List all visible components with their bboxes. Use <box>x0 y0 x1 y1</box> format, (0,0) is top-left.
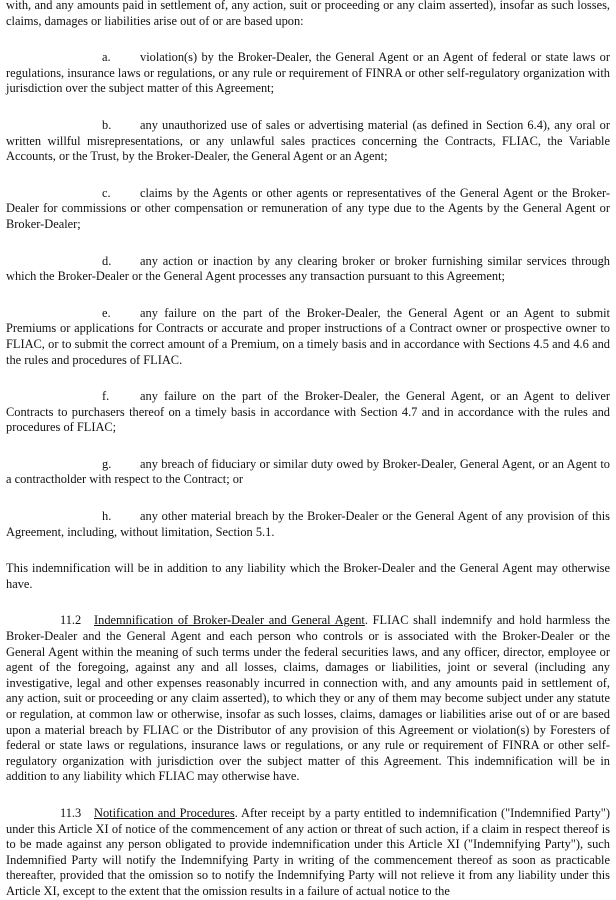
list-item-h <box>6 509 610 540</box>
spacer <box>6 592 610 613</box>
list-item-b <box>6 118 610 165</box>
closing-paragraph: This indemnification will be in addition to any liability which the Broker-Dealer and the General Agent may otherwise have. <box>6 561 610 591</box>
item-text: any breach of fiduciary or similar duty owed by Broker-Dealer, General Agent, or an Agent to a contractholder with respect to the Contract; or <box>6 456 610 487</box>
item-label: e. <box>102 305 111 320</box>
item-label: d. <box>102 253 112 268</box>
spacer <box>6 97 610 118</box>
list-item-c <box>6 186 610 233</box>
list-item-a <box>6 50 610 97</box>
spacer <box>6 285 610 306</box>
spacer <box>6 488 610 509</box>
section-11-3 <box>6 806 610 900</box>
section-text: . After receipt by a party entitled to indemnification ("Indemnified Party") under this Article XI of notice of the commencement of any action or threat of such action, if a claim in respect thereof is to be made against any person obligated to provide indemnification under this Article XI ("Indemnifying Party"), such Indemnified Party will notify the Indemnifying Party in writing of the commencement thereof as soon as practicable thereafter, provided that the omission so to notify the Indemnifying Party will not relieve it from any liability under this Article XI, except to the extent that the omission results in a failure of actual notice to the <box>6 805 610 898</box>
spacer <box>6 165 610 186</box>
item-label: g. <box>102 456 112 471</box>
spacer <box>6 233 610 254</box>
item-label: c. <box>102 185 111 200</box>
spacer <box>6 785 610 806</box>
item-text: any unauthorized use of sales or advertising material (as defined in Section 6.4), any oral or written willful misrepresentations, or any unlawful sales practices concerning the Contracts, FLIAC, the Variable Accounts, or the Trust, by the Broker-Dealer, the General Agent or an Agent; <box>6 117 610 164</box>
item-text: claims by the Agents or other agents or representatives of the General Agent or the Broker-Dealer for commissions or other compensation or remuneration of any type due to the Agents by the General Agent or Broker-Dealer; <box>6 185 610 231</box>
list-item-f <box>6 389 610 436</box>
section-number: 11.3 <box>60 805 82 820</box>
spacer <box>6 368 610 389</box>
intro-paragraph: with, and any amounts paid in settlement of, any action, suit or proceeding or any claim asserted), insofar as such losses, claims, damages or liabilities arise out of or are based upon: <box>6 0 610 28</box>
section-title: Indemnification of Broker-Dealer and General Agent <box>94 613 365 628</box>
document-page <box>6 0 610 900</box>
item-text: any failure on the part of the Broker-Dealer, the General Agent, or an Agent to deliver Contracts to purchasers thereof on a timely basis in accordance with Section 4.7 and in accordance with the rules and procedures of FLIAC; <box>6 389 610 435</box>
item-label: a. <box>102 50 111 65</box>
item-label: h. <box>102 509 112 524</box>
item-text: any other material breach by the Broker-Dealer or the General Agent of any provision of this Agreement, including, without limitation, Section 5.1. <box>6 509 610 539</box>
spacer <box>6 540 610 561</box>
item-text: violation(s) by the Broker-Dealer, the General Agent or an Agent of federal or state laws or regulations, insurance laws or regulations, or any rule or requirement of FINRA or other self-regulatory organization with jurisdiction over the subject matter of this Agreement; <box>6 50 610 96</box>
item-text: any action or inaction by any clearing broker or broker furnishing similar services through which the Broker-Dealer or the General Agent processes any transaction pursuant to this Agreement; <box>6 253 610 284</box>
list-item-e <box>6 306 610 368</box>
item-label: f. <box>102 389 110 404</box>
section-title: Notification and Procedures <box>94 805 235 820</box>
list-item-g <box>6 457 610 488</box>
section-number: 11.2 <box>60 613 82 628</box>
section-11-2 <box>6 613 610 785</box>
section-text: . FLIAC shall indemnify and hold harmless the Broker-Dealer and the General Agent and each person who controls or is associated with the Broker-Dealer or the General Agent within the meaning of such terms under the federal securities laws, and any officer, director, employee or agent of the foregoing, against any and all losses, claims, damages or liabilities, joint or several (including any investigative, legal and other expenses reasonably incurred in connection with, and any amounts paid in settlement of, any action, suit or proceeding or any claim asserted), to which they or any of them may become subject under any statute or regulation, at common law or otherwise, insofar as such losses, claims, damages or liabilities arise out of or are based upon a material breach by FLIAC or the Distributor of any provision of this Agreement or violation(s) by Foresters of federal or state laws or regulations, insurance laws or regulations, or any rule or requirement of FINRA or other self-regulatory organization with jurisdiction over the subject matter of this Agreement. This indemnification will be in addition to any liability which FLIAC may otherwise have. <box>6 613 610 784</box>
item-text: any failure on the part of the Broker-Dealer, the General Agent or an Agent to submit Premiums or applications for Contracts or accurate and proper instructions of a Contract owner or prospective owner to FLIAC, or to submit the correct amount of a Premium, on a timely basis and in accordance with Sections 4.5 and 4.6 and the rules and procedures of FLIAC. <box>6 305 610 367</box>
item-label: b. <box>102 117 112 132</box>
spacer <box>6 436 610 457</box>
spacer <box>6 29 610 50</box>
list-item-d <box>6 254 610 285</box>
